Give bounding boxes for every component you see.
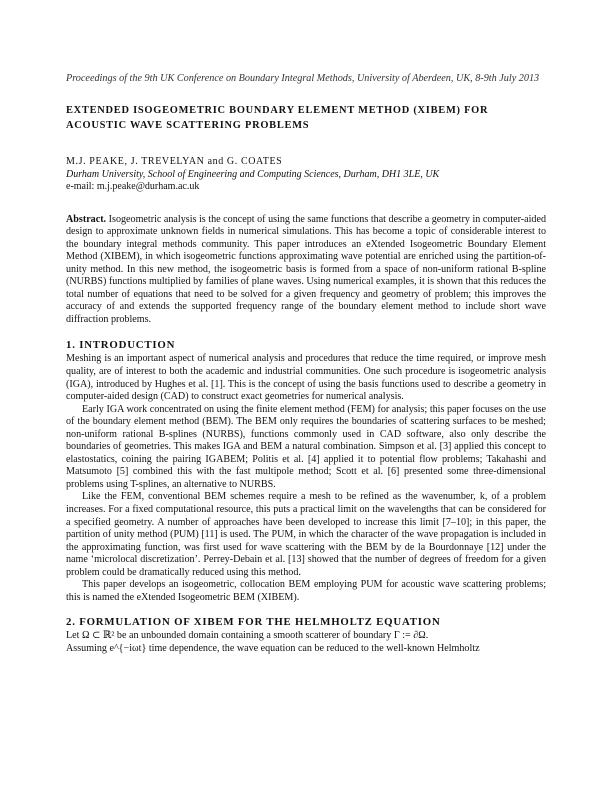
author-block bbox=[66, 156, 546, 194]
paragraph: Early IGA work concentrated on using the finite element method (FEM) for analysis; this paper focuses on the use of the boundary element method (BEM). The BEM only requires the boundaries of scattering surfaces to be meshed; non-uniform rational B-splines (NURBS), functions commonly used in CAD software, also only describe the boundaries of geometries. This makes IGA and BEM a natural combination. Simpson et al. [3] applied this concept to elastostatics, coining the pairing IGABEM; Politis et al. [4] applied it to potential flow problems; Takahashi and Matsumoto [5] combined this with the fast multipole method; Scott et al. [6] presented some three-dimensional problems using T-splines, an alternative to NURBS. bbox=[66, 403, 546, 490]
abstract-label: Abstract. bbox=[66, 213, 107, 225]
abstract-text: Isogeometric analysis is the concept of using the same functions that describe a geometry in computer-aided design to approximate unknown fields in numerical simulations. This has become a topic of considerable interest to the boundary integral methods community. This paper introduces an eXtended Isogeometric Boundary Element Method (XIBEM), in which isogeometric functions approximating wave potential are enriched using the partition-of-unity method. In this new method, the isogeometric basis is formed from a space of non-uniform rational B-spline (NURBS) functions multiplied by families of plane waves. Using numerical examples, it is shown that this reduces the total number of equations that need to be solved for a given frequency and geometry of problem; this improves the accuracy of and extends the supported frequency range of the boundary element method to include short wave diffraction problems. bbox=[66, 213, 546, 325]
paper-page bbox=[66, 72, 546, 655]
section-heading-introduction: 1. INTRODUCTION bbox=[66, 339, 176, 352]
paragraph: Like the FEM, conventional BEM schemes require a mesh to be refined as the wavenumber, k, of a problem increases. For a fixed computational resource, this puts a practical limit on the wavelengths that can be considered for a specified geometry. A number of approaches have been developed to increase this limit [7–10]; in this paper, the partition of unity method (PUM) [11] is used. The PUM, in which the character of the wave propagation is included in the approximating function, was first used for wave scattering with the BEM by de la Bourdonnaye [12] under the name ‘microlocal discretization’. Perrey-Debain et al. [13] showed that the number of degrees of freedom for a given problem could be dramatically reduced using this method. bbox=[66, 491, 546, 578]
paragraph: Assuming e^{−iωt} time dependence, the wave equation can be reduced to the well-known Helmholtz bbox=[66, 642, 480, 654]
author-affiliation: Durham University, School of Engineering and Computing Sciences, Durham, DH1 3LE, UK bbox=[66, 168, 440, 180]
paragraph: This paper develops an isogeometric, collocation BEM employing PUM for acoustic wave scattering problems; this is named the eXtended Isogeometric BEM (XIBEM). bbox=[66, 579, 546, 603]
paper-title: EXTENDED ISOGEOMETRIC BOUNDARY ELEMENT METHOD (XIBEM) FOR ACOUSTIC WAVE SCATTERING PROBLEMS bbox=[66, 105, 489, 131]
paragraph: Meshing is an important aspect of numerical analysis and procedures that reduce the time required, or improve mesh quality, are of interest to both the academic and industrial communities. One such procedure is isogeometric analysis (IGA), introduced by Hughes et al. [1]. This is the concept of using the basis functions used to describe a geometry in computer-aided design (CAD) to construct exact geometries for numerical analysis. bbox=[66, 353, 546, 403]
paragraph: Let Ω ⊂ ℝ² be an unbounded domain containing a smooth scatterer of boundary Γ := ∂Ω. bbox=[66, 630, 429, 642]
author-email: e-mail: m.j.peake@durham.ac.uk bbox=[66, 181, 200, 192]
author-names: M.J. PEAKE, J. TREVELYAN and G. COATES bbox=[66, 156, 283, 167]
proceedings-line: Proceedings of the 9th UK Conference on Boundary Integral Methods, University of Aberdeen, UK, 8-9th July 2013 bbox=[66, 73, 540, 84]
abstract bbox=[66, 214, 546, 327]
section-heading-formulation: 2. FORMULATION OF XIBEM FOR THE HELMHOLTZ EQUATION bbox=[66, 616, 441, 629]
